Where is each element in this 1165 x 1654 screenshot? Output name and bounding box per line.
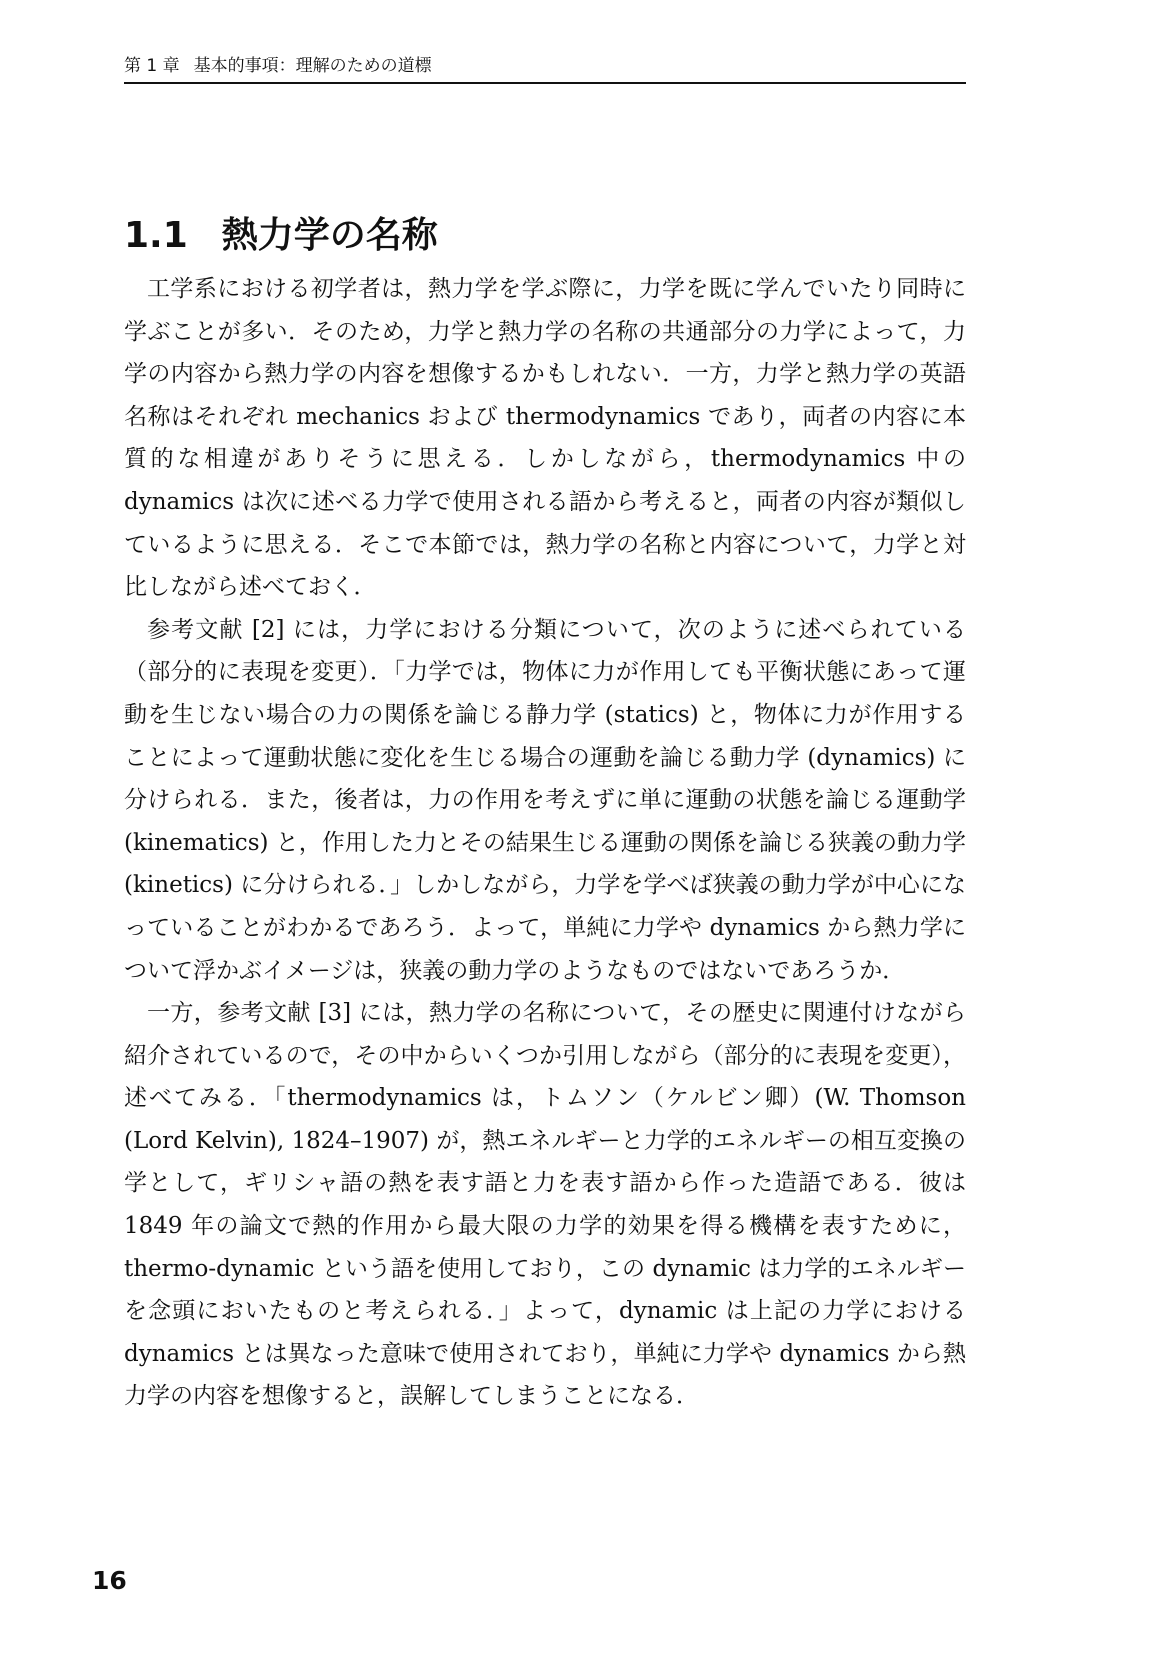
chapter-number: 第 1 章: [124, 56, 180, 76]
paragraph: 参考文献 [2] には，力学における分類について，次のように述べられている（部分的に表現を変更）．「力学では，物体に力が作用しても平衡状態にあって運動を生じない場合の力の関係を論じる静力学 (statics) と，物体に力が作用することによって運動状態に変化を生じる場合の運動を論じる動力学 (dynamics) に分けられる．また，後者は，力の作用を考えずに単に運動の状態を論じる運動学 (kinematics) と，作用した力とその結果生じる運動の関係を論じる狭義の動力学 (kinetics) に分けられる．」しかしながら，力学を学べば狭義の動力学が中心になっていることがわかるであろう．よって，単純に力学や dynamics から熱力学について浮かぶイメージは，狭義の動力学のようなものではないであろうか．: [124, 616, 966, 984]
page-number: 16: [92, 1566, 127, 1595]
body-text: [124, 268, 966, 1418]
paragraph: 一方，参考文献 [3] には，熱力学の名称について，その歴史に関連付けながら紹介されているので，その中からいくつか引用しながら（部分的に表現を変更），述べてみる．「thermodynamics は，トムソン（ケルビン卿）(W. Thomson (Lord Kelvin), 1824–1907) が，熱エネルギーと力学的エネルギーの相互変換の学として，ギリシャ語の熱を表す語と力を表す語から作った造語である．彼は 1849 年の論文で熱的作用から最大限の力学的効果を得る機構を表すために，thermo-dynamic という語を使用しており，この dynamic は力学的エネルギーを念頭においたものと考えられる．」よって，dynamic は上記の力学における dynamics とは異なった意味で使用されており，単純に力学や dynamics から熱力学の内容を想像すると，誤解してしまうことになる．: [124, 1000, 966, 1410]
section-title: 熱力学の名称: [221, 214, 438, 256]
chapter-title: 基本的事項：理解のための道標: [193, 56, 432, 76]
section-number: 1.1: [124, 214, 188, 256]
section-heading: [124, 208, 438, 264]
running-head: [124, 54, 966, 84]
paragraph: 工学系における初学者は，熱力学を学ぶ際に，力学を既に学んでいたり同時に学ぶことが多い．そのため，力学と熱力学の名称の共通部分の力学によって，力学の内容から熱力学の内容を想像するかもしれない．一方，力学と熱力学の英語名称はそれぞれ mechanics および thermodynamics であり，両者の内容に本質的な相違がありそうに思える．しかしながら，thermodynamics 中の dynamics は次に述べる力学で使用される語から考えると，両者の内容が類似しているように思える．そこで本節では，熱力学の名称と内容について，力学と対比しながら述べておく．: [124, 276, 967, 601]
